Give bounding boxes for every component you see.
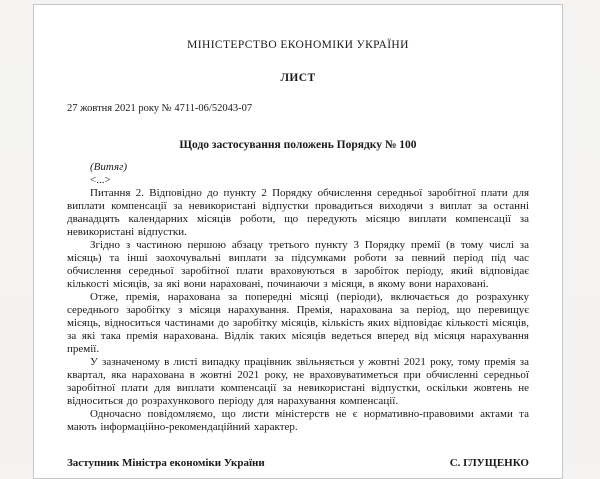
extract-label: (Витяг) — [90, 161, 128, 173]
subject-line: Щодо застосування положень Порядку № 100 — [179, 139, 417, 151]
signer-position: Заступник Міністра економіки України — [67, 457, 265, 469]
date-and-number: 27 жовтня 2021 року № 4711-06/52043-07 — [67, 103, 253, 114]
paragraph: У зазначеному в листі випадку працівник звільняється у жовтні 2021 року, тому премія за квартал, яка нарахована в жовтні 2021 року, не враховуватиметься при обчисленні середньої заробітної плати для виплати компенсації за невикористані відпустки, оскільки жовтень не відноситься до розрахункового періоду для нарахування компенсації. — [67, 356, 529, 407]
letter-body — [67, 187, 529, 434]
letter-page — [33, 4, 563, 479]
document-type: ЛИСТ — [280, 72, 316, 84]
signer-name: С. ГЛУЩЕНКО — [449, 457, 529, 469]
paragraph: Отже, премія, нарахована за попередні місяці (періоди), включається до розрахунку середнього заробітку з місяця нарахування. Премія, нарахована за період, що перевищує місяць, відноситься частинами до заробітку місяців, кількість яких відповідає кількості місяців, за які така премія нарахована. Відлік таких місяців ведеться вперед від місяця нарахування премії. — [67, 291, 529, 355]
ministry-name: МІНІСТЕРСТВО ЕКОНОМІКИ УКРАЇНИ — [187, 39, 409, 51]
paragraph: Питання 2. Відповідно до пункту 2 Порядку обчислення середньої заробітної плати для виплати компенсації за невикористані відпустки провадиться виходячи з виплат за останні дванадцять календарних місяців роботи, що передують місяцю виплати компенсації за невикористані відпустки. — [67, 187, 529, 238]
omission-mark: <...> — [90, 174, 111, 186]
paragraph: Одночасно повідомляємо, що листи міністерств не є нормативно-правовими актами та мають інформаційно-рекомендаційний характер. — [67, 408, 529, 433]
paragraph: Згідно з частиною першою абзацу третього пункту 3 Порядку премії (в тому числі за місяць) та інші заохочувальні виплати за підсумками роботи за певний період під час обчислення середньої заробітної плати враховуються в заробіток періоду, який відповідає кількості місяців, за які вони нараховані, починаючи з місяця, в якому вони нараховані. — [67, 239, 529, 290]
